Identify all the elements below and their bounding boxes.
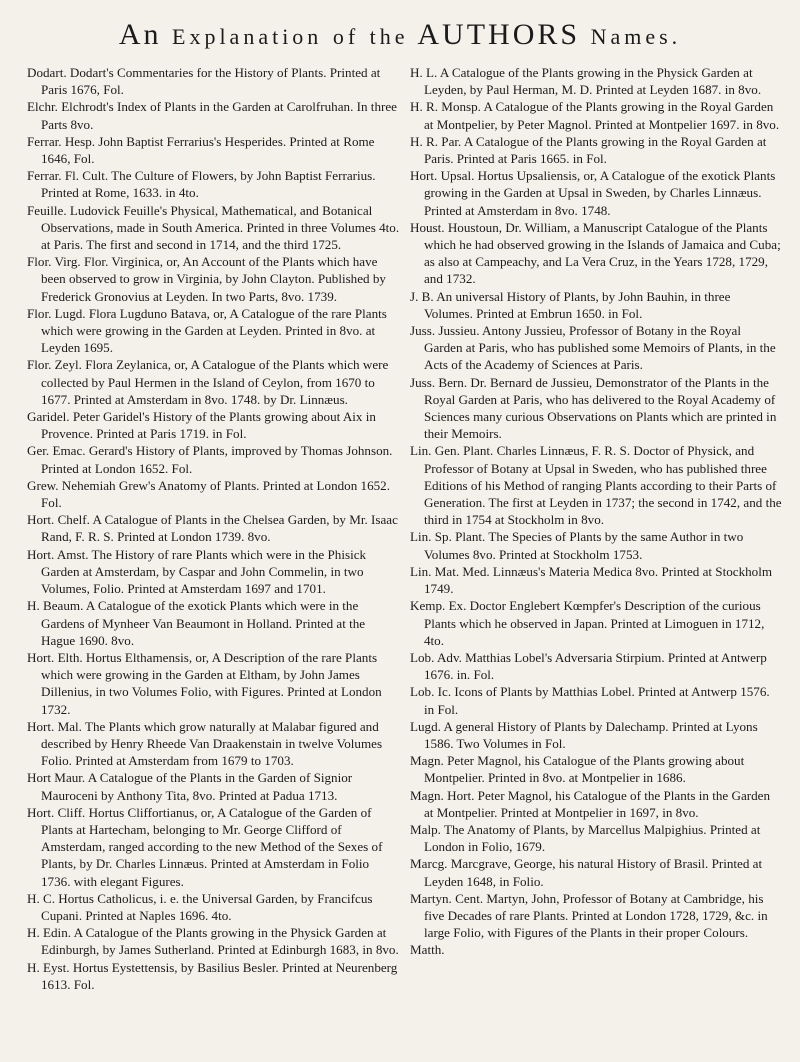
entry-text: Matth.: [410, 942, 445, 958]
entry-abbreviation: Hort.: [27, 546, 55, 562]
catalogue-entry: [410, 787, 782, 821]
entry-abbreviation: Lob.: [410, 684, 435, 700]
entry-abbreviation: H.: [27, 890, 40, 906]
entry-text: Adv. Matthias Lobel's Adversaria Stirpium. Printed at Antwerp 1676. in. Fol.: [424, 649, 767, 683]
catalogue-entry: [410, 167, 782, 219]
entry-text: Nehemiah Grew's Anatomy of Plants. Printed at London 1652. Fol.: [41, 477, 390, 511]
entry-abbreviation: Hort.: [27, 512, 55, 528]
catalogue-entry: [27, 167, 401, 201]
catalogue-entry: [27, 546, 401, 598]
entry-abbreviation: Hort.: [27, 718, 55, 734]
entry-abbreviation: Dodart.: [27, 65, 67, 80]
entry-text: Jussieu. Antony Jussieu, Professor of Botany in the Royal Garden at Paris, who has published some Memoirs of Plants, in the Acts of the Academy of Sciences at Paris.: [424, 323, 776, 373]
catalogue-entry: [410, 442, 782, 528]
entry-abbreviation: Ferrar.: [27, 168, 62, 184]
entry-abbreviation: Lin.: [410, 563, 432, 579]
entry-abbreviation: Lob.: [410, 649, 435, 665]
entry-text: Peter Magnol, his Catalogue of the Plants growing about Montpelier. Printed in 8vo. at Montpelier in 1686.: [424, 753, 745, 786]
catalogue-entry: [410, 890, 782, 942]
entry-abbreviation: H.: [410, 65, 423, 80]
entry-text: Ludovick Feuille's Physical, Mathematical, and Botanical Observations, made in South America. Printed in three Volumes 4to. at Paris. The first and second in 1714, and the third 1725.: [41, 202, 400, 253]
left-column: [27, 64, 401, 993]
catalogue-entry: [410, 855, 782, 889]
catalogue-entry: [410, 941, 782, 958]
entry-text: Elth. Hortus Elthamensis, or, A Description of the rare Plants which were growing in the Garden at Eltham, by John James Dillenius, in two Volumes Folio, with Figures. Printed at London 1732.: [41, 649, 382, 717]
catalogue-entry: [27, 804, 401, 890]
catalogue-entry: [27, 305, 401, 357]
entry-abbreviation: Ferrar.: [27, 133, 62, 149]
entry-abbreviation: Hort.: [410, 168, 438, 184]
catalogue-entry: [410, 133, 782, 167]
entry-abbreviation: Flor.: [27, 305, 52, 321]
entry-abbreviation: J.: [410, 288, 419, 304]
entry-text: Maur. A Catalogue of the Plants in the Garden of Signior Mauroceni by Anthony Tita, 8vo. Printed at Padua 1713.: [41, 770, 353, 803]
catalogue-entry: [27, 356, 401, 408]
entry-text: Mat. Med. Linnæus's Materia Medica 8vo. Printed at Stockholm 1749.: [424, 563, 773, 597]
catalogue-entry: [27, 477, 401, 511]
entry-abbreviation: Juss.: [410, 323, 436, 339]
catalogue-entry: [27, 718, 401, 770]
catalogue-entry: [410, 821, 782, 855]
entry-text: Edin. A Catalogue of the Plants growing in the Physick Garden at Edinburgh, by James Sutherland. Printed at Edinburgh 1683, in 8vo.: [41, 925, 399, 958]
entry-abbreviation: Kemp.: [410, 598, 446, 614]
catalogue-entry: [27, 408, 401, 442]
entry-abbreviation: Lugd.: [410, 718, 441, 734]
entry-abbreviation: Juss.: [410, 374, 436, 390]
catalogue-entry: [27, 64, 401, 98]
entry-abbreviation: Hort.: [27, 649, 55, 665]
entry-text: Hesp. John Baptist Ferrarius's Hesperides. Printed at Rome 1646, Fol.: [41, 133, 375, 167]
catalogue-entry: [410, 288, 782, 322]
entry-abbreviation: Magn.: [410, 753, 444, 769]
entry-text: R. Par. A Catalogue of the Plants growing in the Royal Garden at Paris. Printed at Paris 1665. in Fol.: [424, 133, 767, 167]
entry-text: B. An universal History of Plants, by John Bauhin, in three Volumes. Printed at Embrun 1650. in Fol.: [421, 288, 731, 321]
entry-text: Cent. Martyn, John, Professor of Botany at Cambridge, his five Decades of rare Plants. Printed at London 1728, 1729, &c. in large Folio, with Figures of the Plants in their proper Colours.: [424, 890, 768, 941]
catalogue-entry: [27, 597, 401, 649]
catalogue-entry: [410, 374, 782, 443]
header-word-explanation: Explanation: [172, 24, 323, 49]
entry-text: Bern. Dr. Bernard de Jussieu, Demonstrator of the Plants in the Royal Garden at Paris, who has delivered to the Royal Academy of Sciences many curious Observations on Plants which are printed in their Memoirs.: [424, 374, 777, 442]
catalogue-entry: [410, 718, 782, 752]
entry-abbreviation: Houst.: [410, 219, 445, 235]
entry-text: The Anatomy of Plants, by Marcellus Malpighius. Printed at London in Folio, 1679.: [424, 821, 761, 855]
entry-text: R. Monsp. A Catalogue of the Plants growing in the Royal Garden at Montpelier, by Peter Magnol. Printed at Montpelier 1697. in 8vo.: [424, 99, 780, 132]
entry-abbreviation: Grew.: [27, 477, 59, 493]
entry-text: Houstoun, Dr. William, a Manuscript Catalogue of the Plants which he had observed growing in the Islands of Jamaica and Cuba; as also at Campeachy, and La Vera Cruz, in the Years 1728, 1729, and 1732.: [424, 219, 781, 287]
entry-abbreviation: Martyn.: [410, 890, 452, 906]
catalogue-entry: [410, 563, 782, 597]
entry-text: Ic. Icons of Plants by Matthias Lobel. Printed at Antwerp 1576. in Fol.: [424, 684, 770, 717]
catalogue-entry: [27, 924, 401, 958]
entry-abbreviation: H.: [27, 925, 40, 941]
entry-text: Zeyl. Flora Zeylanica, or, A Catalogue of the Plants which were collected by Paul Hermen in the Island of Ceylon, from 1670 to 1677. Printed at Amsterdam in 8vo. 1748. by Dr. Linnæus.: [41, 357, 389, 407]
entry-abbreviation: Malp.: [410, 821, 441, 837]
entry-text: Ex. Doctor Englebert Kœmpfer's Description of the curious Plants which he observed in Japan. Printed at Limoguen in 1712, 4to.: [424, 598, 765, 648]
entry-text: Sp. Plant. The Species of Plants by the same Author in two Volumes 8vo. Printed at Stockholm 1753.: [424, 529, 744, 562]
entry-text: L. A Catalogue of the Plants growing in the Physick Garden at Leyden, by Paul Herman, M. D. Printed at Leyden 1687. in 8vo.: [424, 65, 762, 98]
entry-abbreviation: H.: [27, 598, 40, 614]
catalogue-entry: [410, 64, 782, 98]
entry-text: Eyst. Hortus Eystettensis, by Basilius Besler. Printed at Neurenberg 1613. Fol.: [41, 959, 398, 992]
entry-abbreviation: Elchr.: [27, 99, 58, 115]
entry-text: Peter Garidel's History of the Plants growing about Aix in Provence. Printed at Paris 1719. in Fol.: [41, 409, 376, 442]
catalogue-entry: [27, 442, 401, 476]
entry-abbreviation: Garidel.: [27, 409, 70, 425]
entry-abbreviation: Lin.: [410, 529, 432, 545]
catalogue-entry: [27, 202, 401, 254]
catalogue-entry: [410, 649, 782, 683]
entry-text: Emac. Gerard's History of Plants, improved by Thomas Johnson. Printed at London 1652. Fol.: [41, 443, 393, 476]
entry-text: Marcgrave, George, his natural History of Brasil. Printed at Leyden 1648, in Folio.: [424, 856, 763, 889]
entry-text: Cliff. Hortus Cliffortianus, or, A Catalogue of the Garden of Plants at Hartecham, belonging to Mr. George Clifford of Amsterdam, ranged according to the new Method of the Sexes of Plants, by Dr. Charles Linnæus. Printed at Amsterdam in Folio 1736. with elegant Figures.: [41, 804, 383, 889]
catalogue-entry: [410, 683, 782, 717]
entry-text: Upsal. Hortus Upsaliensis, or, A Catalogue of the exotick Plants growing in the Garden at Upsal in Sweden, by Charles Linnæus. Printed at Amsterdam in 8vo. 1748.: [424, 168, 776, 218]
catalogue-entry: [27, 253, 401, 305]
header-word-names: Names.: [590, 24, 682, 49]
entry-abbreviation: Flor.: [27, 357, 52, 373]
catalogue-entry: [27, 511, 401, 545]
page-header: [0, 12, 800, 58]
catalogue-entry: [410, 322, 782, 374]
catalogue-entry: [410, 597, 782, 649]
entry-text: Amst. The History of rare Plants which were in the Phisick Garden at Amsterdam, by Caspar and John Commelin, in two Volumes, Folio. Printed at Amsterdam 1697 and 1701.: [41, 546, 367, 597]
header-word-an: An: [118, 18, 162, 51]
entry-text: Elchrodt's Index of Plants in the Garden at Carolfruhan. In three Parts 8vo.: [41, 99, 397, 132]
catalogue-entry: [27, 769, 401, 803]
catalogue-entry: [27, 890, 401, 924]
catalogue-entry: [410, 528, 782, 562]
entry-abbreviation: Hort.: [27, 804, 55, 820]
entry-text: Gen. Plant. Charles Linnæus, F. R. S. Doctor of Physick, and Professor of Botany at Upsal in Sweden, who has published three Editions of his Method of ranging Plants according to their Parts of Generation. The first at Leyden in 1737; the second in 1742, and the third in 1754 at Stockholm in 8vo.: [424, 443, 782, 528]
entry-text: Lugd. Flora Lugduno Batava, or, A Catalogue of the rare Plants which were growing in the Garden at Leyden. Printed in 8vo. at Leyden 1695.: [41, 305, 387, 356]
entry-abbreviation: Ger.: [27, 443, 50, 459]
entry-text: Chelf. A Catalogue of Plants in the Chelsea Garden, by Mr. Isaac Rand, F. R. S. Printed at London 1739. 8vo.: [41, 512, 398, 545]
catalogue-entry: [410, 752, 782, 786]
catalogue-entry: [27, 649, 401, 718]
entry-text: Hort. Peter Magnol, his Catalogue of the Plants in the Garden at Montpelier. Printed at Montpelier in 1697, in 8vo.: [424, 787, 771, 820]
entry-text: Fl. Cult. The Culture of Flowers, by John Baptist Ferrarius. Printed at Rome, 1633. in 4to.: [41, 168, 376, 201]
entry-abbreviation: H.: [410, 99, 423, 115]
catalogue-entry: [27, 959, 401, 993]
entry-abbreviation: Flor.: [27, 254, 52, 270]
entry-abbreviation: Magn.: [410, 787, 444, 803]
entry-abbreviation: H.: [27, 959, 40, 975]
entry-abbreviation: Marcg.: [410, 856, 448, 872]
catalogue-entry: [27, 98, 401, 132]
entry-abbreviation: Lin.: [410, 443, 432, 459]
header-word-authors: AUTHORS: [417, 18, 581, 51]
catalogue-entry: [410, 219, 782, 288]
header-word-the: the: [369, 24, 409, 49]
catalogue-entry: [27, 133, 401, 167]
entry-text: Dodart's Commentaries for the History of Plants. Printed at Paris 1676, Fol.: [41, 65, 381, 98]
entry-abbreviation: Hort: [27, 770, 52, 786]
entry-text: C. Hortus Catholicus, i. e. the Universal Garden, by Francifcus Cupani. Printed at Naples 1696. 4to.: [41, 890, 373, 923]
header-word-of: of: [332, 24, 360, 49]
catalogue-entry: [410, 98, 782, 132]
entry-text: A general History of Plants by Dalechamp. Printed at Lyons 1586. Two Volumes in Fol.: [424, 718, 758, 751]
entry-abbreviation: H.: [410, 133, 423, 149]
entry-abbreviation: Feuille.: [27, 202, 67, 218]
entry-text: Virg. Flor. Virginica, or, An Account of the Plants which have been observed to grow in Virginia, by John Clayton. Published by Frederick Gronovius at Leyden. In two Parts, 8vo. 1739.: [41, 254, 386, 304]
entry-text: Mal. The Plants which grow naturally at Malabar figured and described by Henry Rheede Van Draakenstain in twelve Volumes Folio. Printed at Amsterdam from 1679 to 1703.: [41, 718, 383, 769]
right-column: [410, 64, 782, 959]
entry-text: Beaum. A Catalogue of the exotick Plants which were in the Gardens of Mynheer Van Beaumont in Holland. Printed at the Hague 1690. 8vo.: [41, 598, 366, 648]
